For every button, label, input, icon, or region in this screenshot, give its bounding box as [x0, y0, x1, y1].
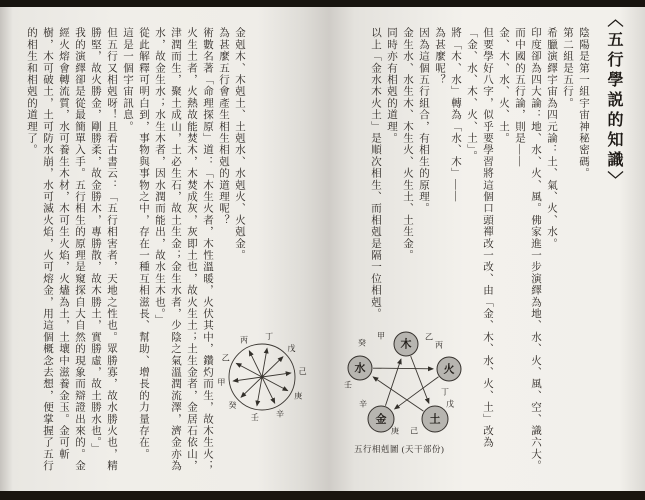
paragraph: 金、木、水、火、土。 — [498, 27, 509, 144]
paragraph: 印度卻為四大論：地、水、火、風。佛家進一步演繹為地、水、火、風、空、識六大。 — [530, 27, 541, 472]
ten-stems-circle-diagram — [212, 325, 317, 435]
stem-label: 丁 — [441, 387, 449, 397]
paragraph: 為甚麼五行會產生相生相剋的道理呢？ — [218, 27, 229, 226]
paragraph: 陰陽是第一組宇宙神秘密碼。 — [578, 27, 589, 180]
paragraph: 希臘演繹宇宙為四元論：土、氣、火、水。 — [546, 27, 557, 250]
stem-label: 丁 — [265, 332, 274, 342]
paragraph: 但五行又相剋呀！且看古書云：「五行相害者，天地之性也。眾勝寡，故水勝火也，精勝堅，故火勝金，剛勝柔，故金勝木，專勝散，故木勝土，實勝虛，故土勝水也。」 — [90, 27, 117, 472]
stem-label: 乙 — [425, 332, 433, 342]
paragraph: 金剋木、木剋土、土剋水、水剋火、火剋金。 — [234, 27, 245, 261]
right-page — [332, 7, 645, 491]
stem-label: 癸 — [358, 338, 366, 348]
paragraph: 術數名著「命理探原」道：「木生火者，木性溫暖，火伏其中，鑽灼而生，故木生火；火生土者，火熱故能焚木，木焚成灰，灰即土也，故火生土；土生金者，金居石依山，津潤而生，聚土成山，土必生石，故土生金；金生水者，少陰之氣溫潤流澤，濟金亦為水，故金生水；水生木者，因水潤而能出，故水生木也。」 — [154, 27, 213, 472]
stem-label: 甲 — [217, 378, 226, 388]
element-node-0 — [377, 332, 433, 357]
stem-label: 庚 — [294, 391, 303, 401]
paragraph: 為甚麼呢？ — [434, 27, 445, 86]
paragraph: 我的演繹卻是從最簡單入手。五行相生的原理是窺探自大自然的現象而辯證出來的。金經火熔會轉流質，水可養生木材，木可生火焰，火燼為土，土壤中滋養金玉。金可斬樹，木可破土，土可防水崩，水可滅火焰，火可熔金，用這個概念去想，便掌握了五行的相生和相剋的道理了。 — [26, 27, 85, 472]
paragraph: 將「木、水」轉為「水、木」—— — [450, 27, 461, 203]
star-diagram-caption: 五行相剋圖 (天干部份) — [354, 444, 445, 454]
svg-text:火: 火 — [443, 363, 455, 376]
paragraph: 同時亦有相剋的道理。 — [386, 27, 397, 144]
stem-label: 戊 — [446, 399, 454, 409]
chapter-title: 〈五行學説的知識〉 — [605, 11, 622, 191]
svg-text:土: 土 — [429, 413, 441, 426]
stem-label: 丙 — [240, 335, 249, 345]
stem-label: 己 — [410, 426, 418, 436]
stem-label: 庚 — [391, 426, 399, 436]
stem-label: 己 — [298, 366, 307, 376]
scan-edge-bottom — [0, 491, 645, 500]
paragraph: 金生水、水生木、木生火、火生土、土生金。 — [402, 27, 413, 261]
paragraph: 從此解釋可明白到，事物與事物之中，存在一種互相滋長、幫助、增長的力量存在。 — [138, 27, 149, 460]
element-node-2 — [410, 399, 454, 436]
stem-label: 甲 — [377, 331, 385, 341]
svg-text:木: 木 — [400, 338, 412, 351]
stem-label: 乙 — [221, 353, 230, 363]
paragraph: 以上「金水木火土」是順次相生、而相剋是隔一位相剋。 — [370, 27, 381, 320]
paragraph: 第二組是五行。 — [562, 27, 573, 109]
paragraph: 但要學好八字，似乎要學習將這個口頭禪改一改、由「金、木、水、火、土」改為「金、水、木、火、土」。 — [466, 27, 493, 449]
left-page — [0, 7, 305, 491]
svg-text:金: 金 — [375, 413, 387, 426]
stem-label: 辛 — [275, 409, 284, 419]
five-elements-star-diagram — [335, 329, 470, 447]
element-node-1 — [435, 341, 461, 397]
stem-label: 丙 — [435, 340, 443, 350]
svg-text:水: 水 — [354, 362, 366, 375]
stem-label: 壬 — [250, 412, 259, 422]
paragraph: 這是一個宇宙訊息。 — [122, 27, 133, 133]
stem-label: 壬 — [344, 380, 352, 390]
paragraph: 因為這個五行組合，有相生的原理。 — [418, 27, 429, 215]
paragraph: 而中國的五行論，則是—— — [514, 27, 525, 168]
element-node-4 — [344, 338, 372, 390]
stem-label: 辛 — [359, 399, 367, 409]
element-node-3 — [359, 399, 399, 436]
scan-edge-top — [0, 0, 645, 7]
stem-label: 戊 — [287, 344, 296, 354]
stem-label: 癸 — [228, 400, 237, 410]
